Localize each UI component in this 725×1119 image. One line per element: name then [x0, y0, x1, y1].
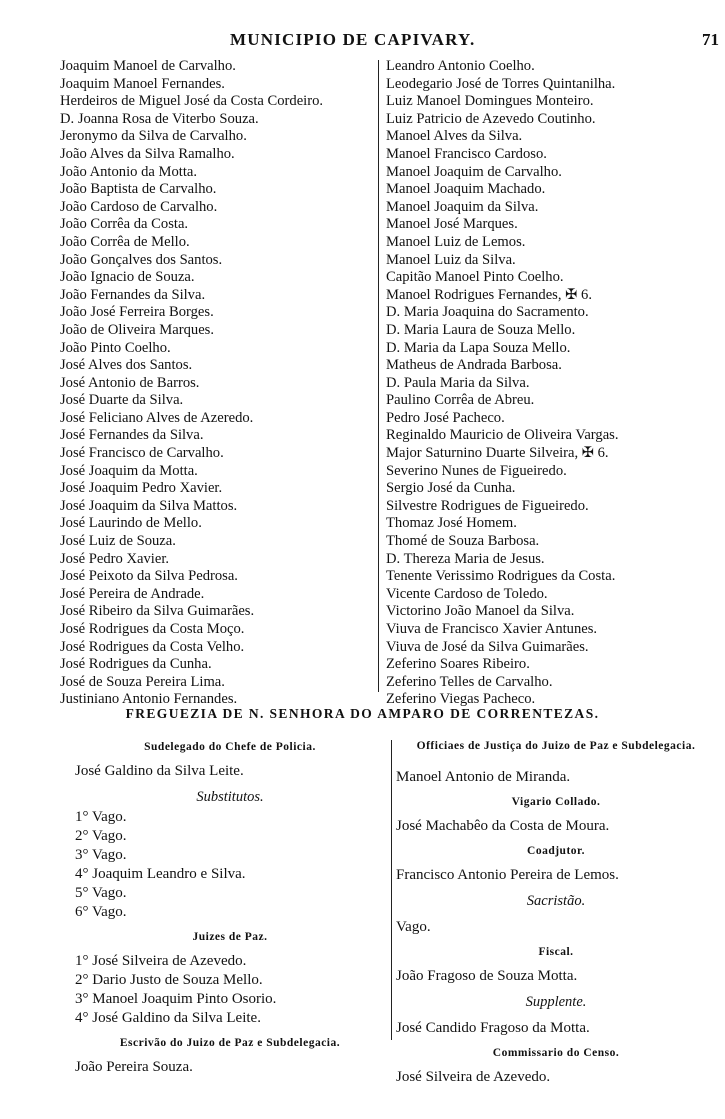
vigario-name: José Machabêo da Costa de Moura. [396, 818, 610, 834]
escrivao-name: João Pereira Souza. [75, 1059, 193, 1075]
list-item: João Alves da Silva Ramalho. [60, 145, 235, 162]
list-item: José Antonio de Barros. [60, 374, 200, 391]
list-item: José Joaquim da Silva Mattos. [60, 497, 238, 514]
commissario-heading: Commissario do Censo. [492, 1047, 620, 1059]
list-item: D. Maria Joaquina do Sacramento. [386, 304, 589, 321]
list-item: Matheus de Andrada Barbosa. [386, 357, 562, 374]
list-item: Thomaz José Homem. [386, 515, 517, 532]
list-item: 3° Manoel Joaquim Pinto Osorio. [75, 991, 277, 1007]
left-name-column [60, 58, 378, 709]
supplente-heading: Supplente. [525, 994, 587, 1010]
list-item: João Pinto Coelho. [60, 339, 171, 356]
list-item: José Ribeiro da Silva Guimarães. [60, 603, 255, 620]
sacristao-heading: Sacristão. [526, 893, 586, 909]
list-item: João de Oliveira Marques. [60, 321, 214, 338]
subdelegado-name: José Galdino da Silva Leite. [75, 763, 244, 779]
list-item: Herdeiros de Miguel José da Costa Cordeiro. [60, 93, 324, 110]
list-item: José Luiz de Souza. [60, 533, 176, 550]
list-item: 4° José Galdino da Silva Leite. [75, 1010, 261, 1026]
list-item: Pedro José Pacheco. [386, 409, 505, 426]
list-item: José Joaquim da Motta. [60, 462, 198, 479]
list-item: José Fernandes da Silva. [60, 427, 204, 444]
officiaes-name: Manoel Antonio de Miranda. [396, 769, 571, 785]
list-item: Capitão Manoel Pinto Coelho. [386, 269, 564, 286]
list-item: João Antonio da Motta. [60, 163, 198, 180]
list-item: José Rodrigues da Cunha. [60, 656, 212, 673]
list-item: João Corrêa da Costa. [60, 216, 189, 233]
list-item: José Joaquim Pedro Xavier. [60, 480, 223, 497]
list-item: Sergio José da Cunha. [386, 480, 516, 497]
list-item: José Rodrigues da Costa Velho. [60, 638, 245, 655]
list-item: 2° Dario Justo de Souza Mello. [75, 972, 263, 988]
list-item: Luiz Manoel Domingues Monteiro. [386, 93, 594, 110]
supplente-name: José Candido Fragoso da Motta. [396, 1020, 590, 1036]
list-item: Paulino Corrêa de Abreu. [386, 392, 535, 409]
sacristao-name: Vago. [396, 919, 431, 935]
right-name-column [382, 58, 722, 709]
list-item: José Rodrigues da Costa Moço. [60, 621, 245, 637]
list-item: Zeferino Soares Ribeiro. [386, 656, 530, 673]
list-item: Manoel Alves da Silva. [386, 128, 523, 145]
coadjutor-heading: Coadjutor. [527, 845, 585, 857]
list-item: José Pereira de Andrade. [60, 585, 205, 602]
list-item: Manoel José Marques. [386, 216, 518, 233]
fiscal-name: João Fragoso de Souza Motta. [396, 968, 578, 984]
vigario-heading: Vigario Collado. [511, 796, 601, 808]
parish-section-title: FREGUEZIA DE N. SENHORA DO AMPARO DE CORRENTEZAS. [125, 706, 600, 721]
list-item: Manoel Rodrigues Fernandes, ✠ 6. [386, 286, 592, 303]
list-item: Manoel Joaquim da Silva. [386, 198, 539, 215]
list-item: João Baptista de Carvalho. [60, 181, 217, 198]
list-item: Leodegario José de Torres Quintanilha. [386, 75, 616, 92]
list-item: Leandro Antonio Coelho. [386, 58, 535, 74]
list-item: José Alves dos Santos. [60, 357, 193, 374]
list-item: D. Maria da Lapa Souza Mello. [386, 339, 571, 356]
list-item: Victorino João Manoel da Silva. [386, 603, 575, 620]
list-item: João Corrêa de Mello. [60, 233, 190, 250]
list-item: 5° Vago. [75, 885, 127, 901]
list-item: José de Souza Pereira Lima. [60, 673, 225, 690]
juizes-heading: Juizes de Paz. [192, 931, 268, 943]
list-item: João Fernandes da Silva. [60, 286, 206, 303]
list-item: José Feliciano Alves de Azeredo. [60, 409, 254, 426]
list-item: José Pedro Xavier. [60, 550, 170, 567]
list-item: Reginaldo Mauricio de Oliveira Vargas. [386, 427, 619, 444]
list-item: Thomé de Souza Barbosa. [386, 533, 540, 550]
list-item: 4° Joaquim Leandro e Silva. [75, 866, 246, 882]
escrivao-heading: Escrivão do Juizo de Paz e Subdelegacia. [119, 1037, 341, 1049]
list-item: João Gonçalves dos Santos. [60, 251, 223, 268]
substitutos-heading: Substitutos. [196, 789, 264, 805]
coadjutor-name: Francisco Antonio Pereira de Lemos. [396, 867, 619, 883]
section-column-divider [391, 740, 392, 1040]
list-item: D. Maria Laura de Souza Mello. [386, 321, 576, 338]
list-item: Viuva de José da Silva Guimarães. [386, 638, 589, 655]
list-item: Zeferino Telles de Carvalho. [386, 673, 553, 690]
juizes-list [75, 952, 385, 1028]
subdelegado-heading: Sudelegado do Chefe de Policia. [144, 741, 316, 753]
list-item: D. Thereza Maria de Jesus. [386, 550, 545, 567]
header-title: MUNICIPIO DE CAPIVARY. [230, 30, 476, 49]
list-item: Major Saturnino Duarte Silveira, ✠ 6. [386, 445, 609, 462]
list-item: José Duarte da Silva. [60, 392, 184, 409]
list-item: D. Paula Maria da Silva. [386, 374, 530, 391]
list-item: José Peixoto da Silva Pedrosa. [60, 568, 238, 585]
list-item: José Francisco de Carvalho. [60, 445, 224, 462]
list-item: Severino Nunes de Figueiredo. [386, 462, 567, 479]
list-item: 1° Vago. [75, 809, 127, 825]
list-item: Viuva de Francisco Xavier Antunes. [386, 621, 598, 637]
list-item: Justiniano Antonio Fernandes. [60, 691, 238, 708]
page-number: 71 [702, 30, 719, 49]
list-item: Manoel Joaquim de Carvalho. [386, 163, 562, 180]
list-item: 3° Vago. [75, 847, 127, 863]
officials-right-column [396, 738, 716, 1087]
substitutos-list [75, 808, 385, 922]
list-item: 2° Vago. [75, 828, 127, 844]
list-item: Joaquim Manoel de Carvalho. [60, 58, 236, 74]
list-item: Jeronymo da Silva de Carvalho. [60, 128, 247, 145]
officials-left-column [75, 738, 385, 1077]
list-item: Joaquim Manoel Fernandes. [60, 75, 225, 92]
list-item: Zeferino Viegas Pacheco. [386, 691, 536, 708]
list-item: Manoel Luiz da Silva. [386, 251, 516, 268]
commissario-name: José Silveira de Azevedo. [396, 1069, 551, 1085]
list-item: João Ignacio de Souza. [60, 269, 195, 286]
list-item: José Laurindo de Mello. [60, 515, 202, 532]
page-header [0, 30, 725, 52]
list-item: Manoel Joaquim Machado. [386, 181, 546, 198]
officiaes-heading: Officiaes de Justiça do Juizo de Paz e Subdelegacia. [416, 740, 696, 752]
list-item: Manoel Francisco Cardoso. [386, 145, 547, 162]
list-item: Tenente Verissimo Rodrigues da Costa. [386, 568, 616, 585]
column-divider [378, 60, 379, 692]
list-item: 6° Vago. [75, 904, 127, 920]
list-item: Manoel Luiz de Lemos. [386, 233, 526, 250]
fiscal-heading: Fiscal. [538, 946, 574, 958]
list-item: Vicente Cardoso de Toledo. [386, 585, 548, 602]
list-item: João José Ferreira Borges. [60, 304, 214, 321]
list-item: João Cardoso de Carvalho. [60, 198, 218, 215]
list-item: Luiz Patricio de Azevedo Coutinho. [386, 110, 596, 127]
list-item: Silvestre Rodrigues de Figueiredo. [386, 497, 589, 514]
list-item: D. Joanna Rosa de Viterbo Souza. [60, 110, 259, 127]
list-item: 1° José Silveira de Azevedo. [75, 953, 247, 969]
